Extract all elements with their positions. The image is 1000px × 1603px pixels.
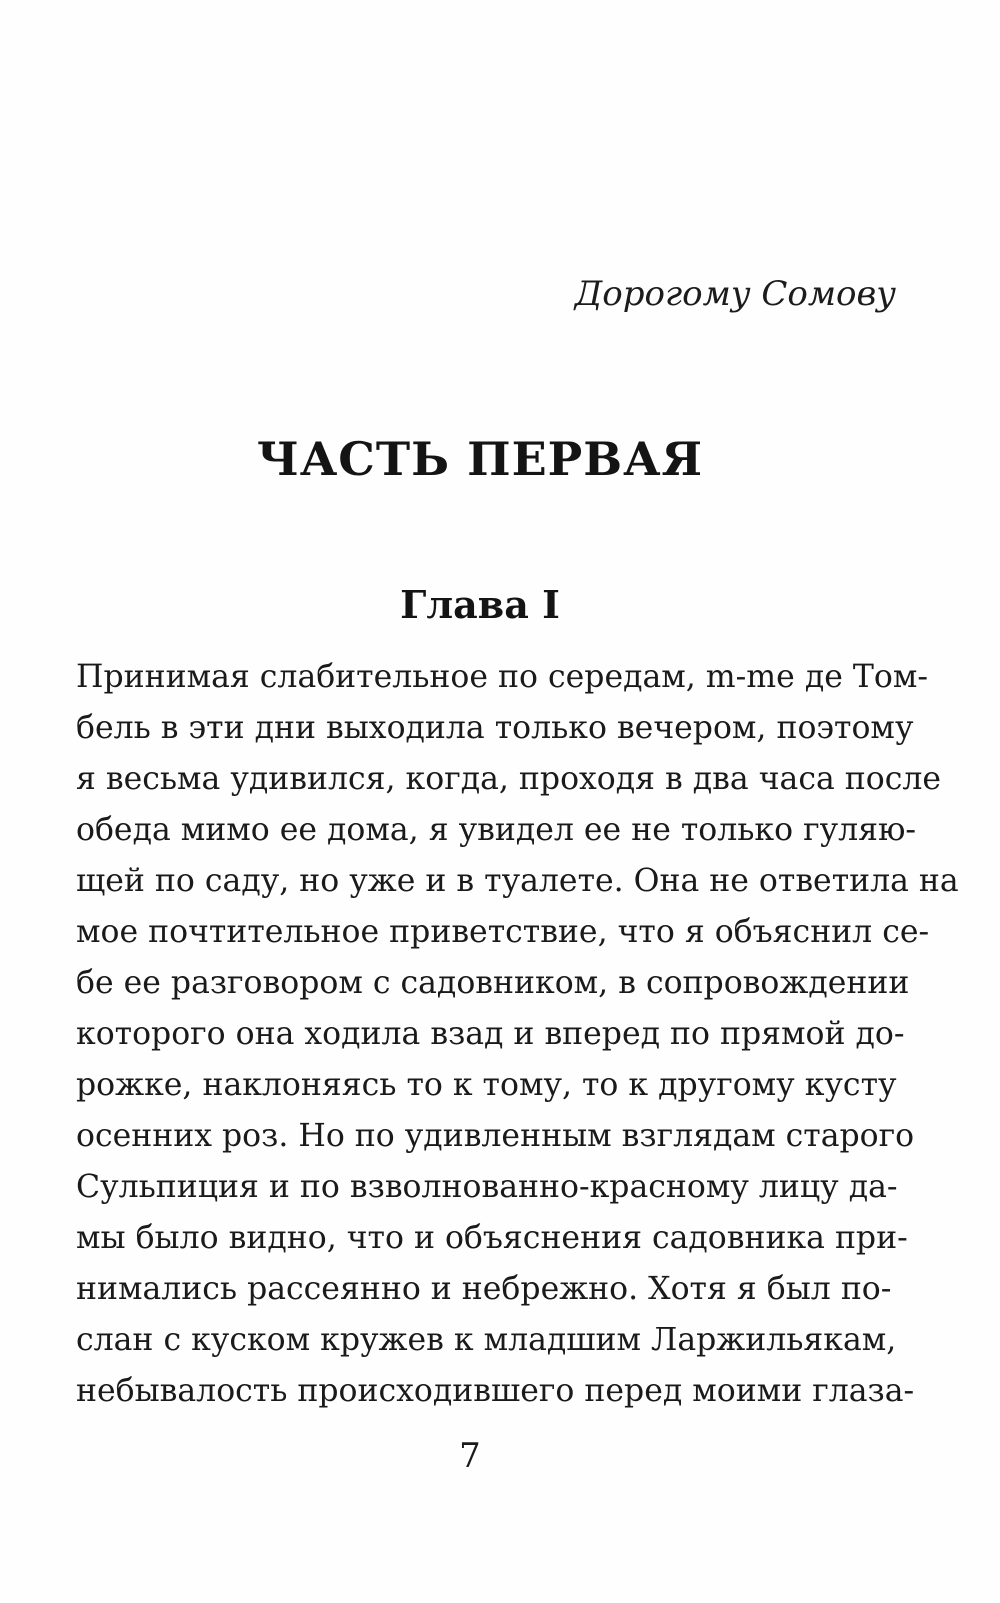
part-title: ЧАСТЬ ПЕРВАЯ: [256, 432, 704, 486]
text-line: Сульпиция и по взволнованно-красному лицу да-: [76, 1169, 898, 1205]
text-line: бель в эти дни выходила только вечером, поэтому: [76, 710, 914, 746]
text-line: мое почтительное приветствие, что я объяснил се-: [76, 914, 930, 950]
chapter-title: Глава I: [400, 582, 560, 627]
text-line: я весьма удивился, когда, проходя в два часа после: [76, 761, 942, 797]
dedication: Дорогому Сомову: [574, 274, 896, 314]
text-line: которого она ходила взад и вперед по прямой до-: [76, 1016, 905, 1052]
text-line: небывалость происходившего перед моими глаза-: [76, 1373, 915, 1409]
text-line: Принимая слабительное по середам, m-me де Том-: [76, 659, 928, 695]
text-line: обеда мимо ее дома, я увидел ее не только гуляю-: [76, 812, 917, 848]
text-line: рожке, наклоняясь то к тому, то к другому кусту: [76, 1067, 897, 1103]
text-line: бе ее разговором с садовником, в сопровождении: [76, 965, 910, 1001]
text-line: щей по саду, но уже и в туалете. Она не ответила на: [76, 863, 959, 899]
text-line: слан с куском кружев к младшим Ларжильякам,: [76, 1322, 897, 1358]
text-line: мы было видно, что и объяснения садовника при-: [76, 1220, 908, 1256]
text-line: осенних роз. Но по удивленным взглядам старого: [76, 1118, 915, 1154]
text-line: нимались рассеянно и небрежно. Хотя я был по-: [76, 1271, 892, 1307]
page-number: 7: [459, 1436, 481, 1476]
body-text: [76, 652, 959, 1417]
